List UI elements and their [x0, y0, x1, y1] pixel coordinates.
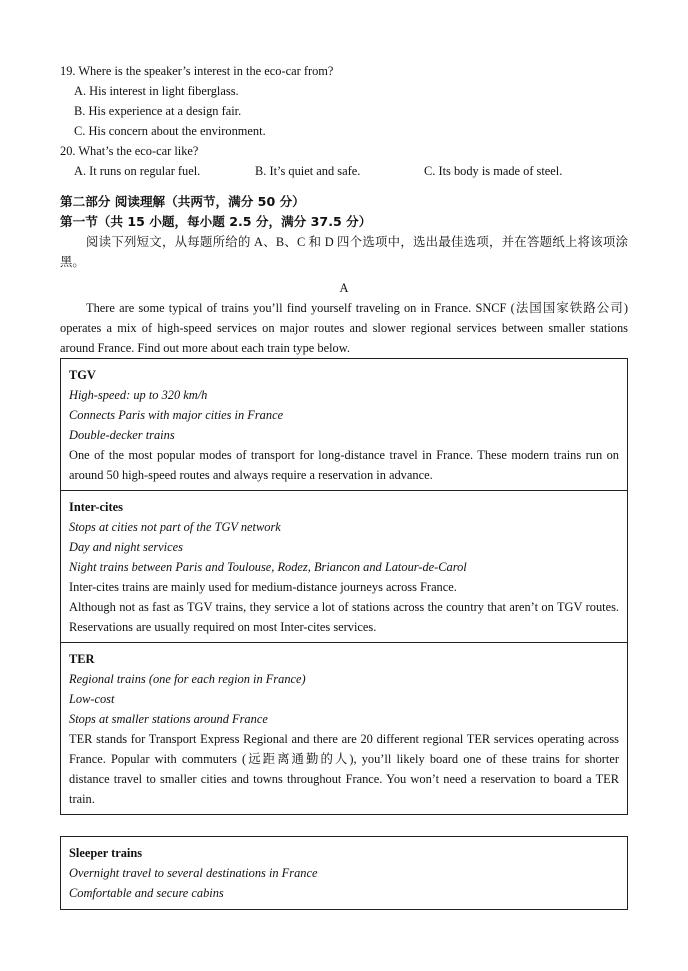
train-feature: High-speed: up to 320 km/h: [69, 388, 208, 402]
passage-label: A: [339, 281, 349, 295]
spacer: [60, 181, 628, 192]
option-c: C. Its body is made of steel.: [424, 164, 563, 178]
question-stem: 20. What’s the eco-car like?: [60, 144, 199, 158]
train-name: Sleeper trains: [69, 846, 143, 860]
train-row-sleeper: [61, 837, 627, 909]
train-feature: Overnight travel to several destinations in France: [69, 866, 318, 880]
train-row-tgv: [61, 359, 627, 490]
train-row-ter: [61, 642, 627, 814]
train-name: TGV: [69, 368, 96, 382]
instructions: 阅读下列短文，从每题所给的 A、B、C 和 D 四个选项中，选出最佳选项，并在答题纸上将该项涂黑。: [60, 235, 628, 269]
option-a: A. It runs on regular fuel.: [74, 164, 201, 178]
train-description: Inter-cites trains are mainly used for medium-distance journeys across France.: [69, 580, 457, 594]
train-description: One of the most popular modes of transport for long-distance travel in France. These modern trains run on around 50 high-speed routes and always require a reservation in advance.: [69, 448, 619, 482]
train-feature: Regional trains (one for each region in France): [69, 672, 306, 686]
question-stem: 19. Where is the speaker’s interest in the eco-car from?: [60, 64, 334, 78]
train-types-table: [60, 358, 628, 815]
train-feature: Low-cost: [69, 692, 115, 706]
train-feature: Night trains between Paris and Toulouse, Rodez, Briancon and Latour-de-Carol: [69, 560, 467, 574]
question-19: [60, 61, 628, 141]
train-feature: Day and night services: [69, 540, 183, 554]
options-row: [60, 161, 628, 181]
train-name: Inter-cites: [69, 500, 123, 514]
passage-intro: There are some typical of trains you’ll find yourself traveling on in France. SNCF (法国国家铁路公司) operates a mix of high-speed services on major routes and slower regional services between smaller stations around France. Find out more about each train type below.: [60, 301, 628, 355]
option-c: C. His concern about the environment.: [74, 124, 266, 138]
option-b: B. It’s quiet and safe.: [255, 164, 361, 178]
exam-page: [60, 61, 628, 910]
option-b: B. His experience at a design fair.: [74, 104, 242, 118]
sleeper-trains-table: [60, 836, 628, 910]
train-feature: Double-decker trains: [69, 428, 175, 442]
train-row-inter-cites: [61, 490, 627, 642]
train-description: TER stands for Transport Express Regional and there are 20 different regional TER services operating across France. Popular with commuters (远距离通勤的人), you’ll likely board one of these trains for shorter distance travel to smaller cities and towns throughout France. You won’t need a reservation to board a TER train.: [69, 732, 619, 806]
train-feature: Stops at cities not part of the TGV network: [69, 520, 281, 534]
train-name: TER: [69, 652, 95, 666]
train-feature: Comfortable and secure cabins: [69, 886, 224, 900]
subsection-heading: 第一节（共 15 小题，每小题 2.5 分，满分 37.5 分）: [60, 214, 372, 229]
option-a: A. His interest in light fiberglass.: [74, 84, 239, 98]
question-20: [60, 141, 628, 181]
train-feature: Stops at smaller stations around France: [69, 712, 268, 726]
train-description: Although not as fast as TGV trains, they service a lot of stations across the country that aren’t on TGV routes. Reservations are usually required on most Inter-cites services.: [69, 600, 619, 634]
part-heading: 第二部分 阅读理解（共两节，满分 50 分）: [60, 194, 305, 209]
train-feature: Connects Paris with major cities in France: [69, 408, 284, 422]
